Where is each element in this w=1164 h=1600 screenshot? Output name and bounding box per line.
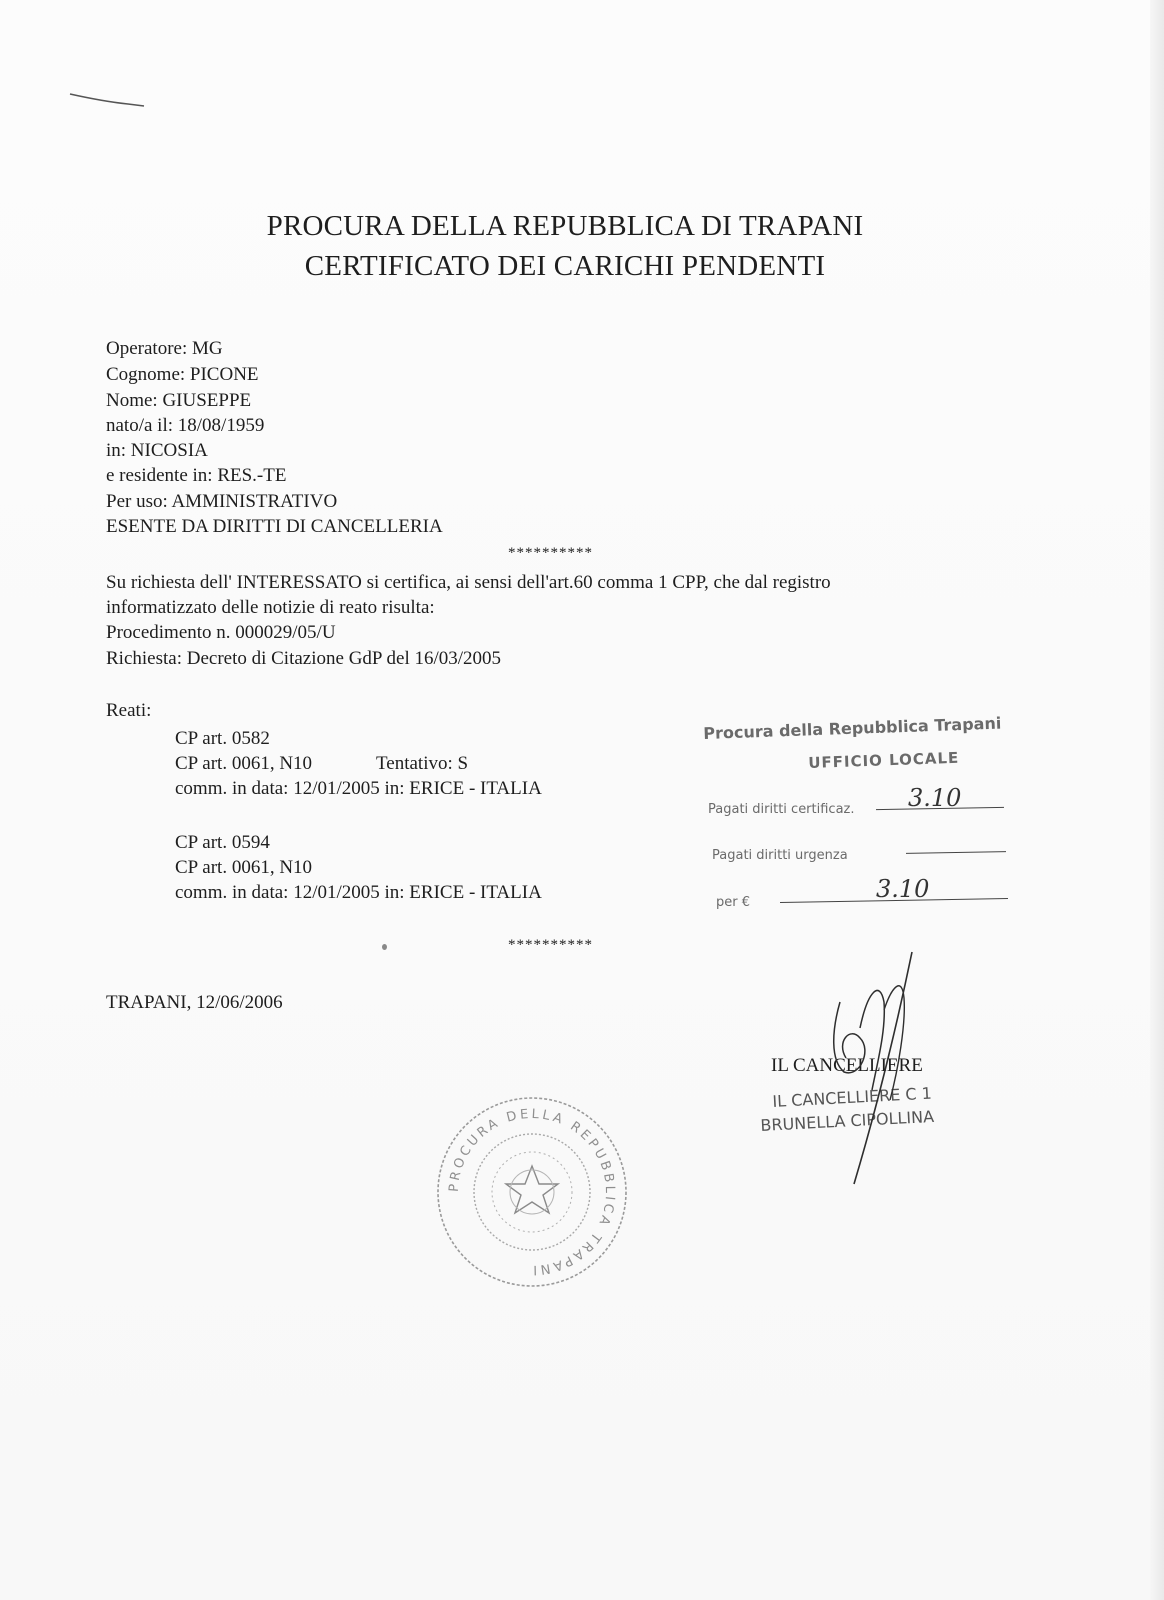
fee-stamp-office: Procura della Repubblica Trapani xyxy=(703,713,1002,743)
cancelliere-name-stamp-line2: BRUNELLA CIPOLLINA xyxy=(760,1106,935,1135)
fee-per-handwritten: 3.10 xyxy=(876,875,930,903)
fee-stamp-urgenza-label: Pagati diritti urgenza xyxy=(712,848,848,863)
richiesta-line: Richiesta: Decreto di Citazione GdP del 16/03/2005 xyxy=(106,648,502,669)
official-seal-image xyxy=(432,1092,632,1292)
separator-bottom: ********** xyxy=(508,937,593,953)
document-title-line2: CERTIFICATO DEI CARICHI PENDENTI xyxy=(304,250,826,282)
scan-speck xyxy=(382,944,387,950)
reato1-comm: comm. in data: 12/01/2005 in: ERICE - ITALIA xyxy=(175,778,542,799)
reato1-art1: CP art. 0582 xyxy=(175,728,270,749)
fee-stamp-per-label: per € xyxy=(716,895,750,910)
fee-stamp-ufficio: UFFICIO LOCALE xyxy=(808,748,960,772)
uso-line: Per uso: AMMINISTRATIVO xyxy=(106,491,338,512)
cancelliere-name-stamp-line1: IL CANCELLIERE C 1 xyxy=(772,1083,933,1111)
fee-urgenza-underline xyxy=(906,851,1006,854)
reato2-art1: CP art. 0594 xyxy=(175,832,270,853)
luogo-nascita-line: in: NICOSIA xyxy=(106,440,208,461)
fee-certificaz-handwritten: 3.10 xyxy=(908,784,962,812)
reato2-comm: comm. in data: 12/01/2005 in: ERICE - ITALIA xyxy=(175,882,542,903)
fee-stamp-certificaz-label: Pagati diritti certificaz. xyxy=(708,802,855,817)
residenza-line: e residente in: RES.-TE xyxy=(106,465,287,486)
reato1-art2: CP art. 0061, N10 xyxy=(175,753,313,774)
nome-line: Nome: GIUSEPPE xyxy=(106,390,252,411)
place-date: TRAPANI, 12/06/2006 xyxy=(106,992,283,1013)
certification-line2: informatizzato delle notizie di reato risulta: xyxy=(106,597,435,618)
certification-line1: Su richiesta dell' INTERESSATO si certifica, ai sensi dell'art.60 comma 1 CPP, che dal registro xyxy=(106,572,831,593)
operatore-line: Operatore: MG xyxy=(106,338,223,359)
esente-line: ESENTE DA DIRITTI DI CANCELLERIA xyxy=(106,516,443,537)
separator-top: ********** xyxy=(508,545,593,561)
reato1-tentativo: Tentativo: S xyxy=(376,753,469,774)
scan-edge-shadow xyxy=(1150,0,1164,1600)
reati-label: Reati: xyxy=(106,700,152,721)
document-title-line1: PROCURA DELLA REPUBBLICA DI TRAPANI xyxy=(266,210,864,242)
nato-line: nato/a il: 18/08/1959 xyxy=(106,415,265,436)
pen-mark-decoration xyxy=(68,88,148,112)
svg-text:PROCURA DELLA REPUBBLICA TRAPA: PROCURA DELLA REPUBBLICA TRAPANI xyxy=(446,1106,618,1278)
signature-image xyxy=(820,950,950,1190)
cognome-line: Cognome: PICONE xyxy=(106,364,259,385)
procedimento-line: Procedimento n. 000029/05/U xyxy=(106,622,336,643)
cancelliere-title: IL CANCELLIERE xyxy=(771,1055,923,1076)
reato2-art2: CP art. 0061, N10 xyxy=(175,857,313,878)
